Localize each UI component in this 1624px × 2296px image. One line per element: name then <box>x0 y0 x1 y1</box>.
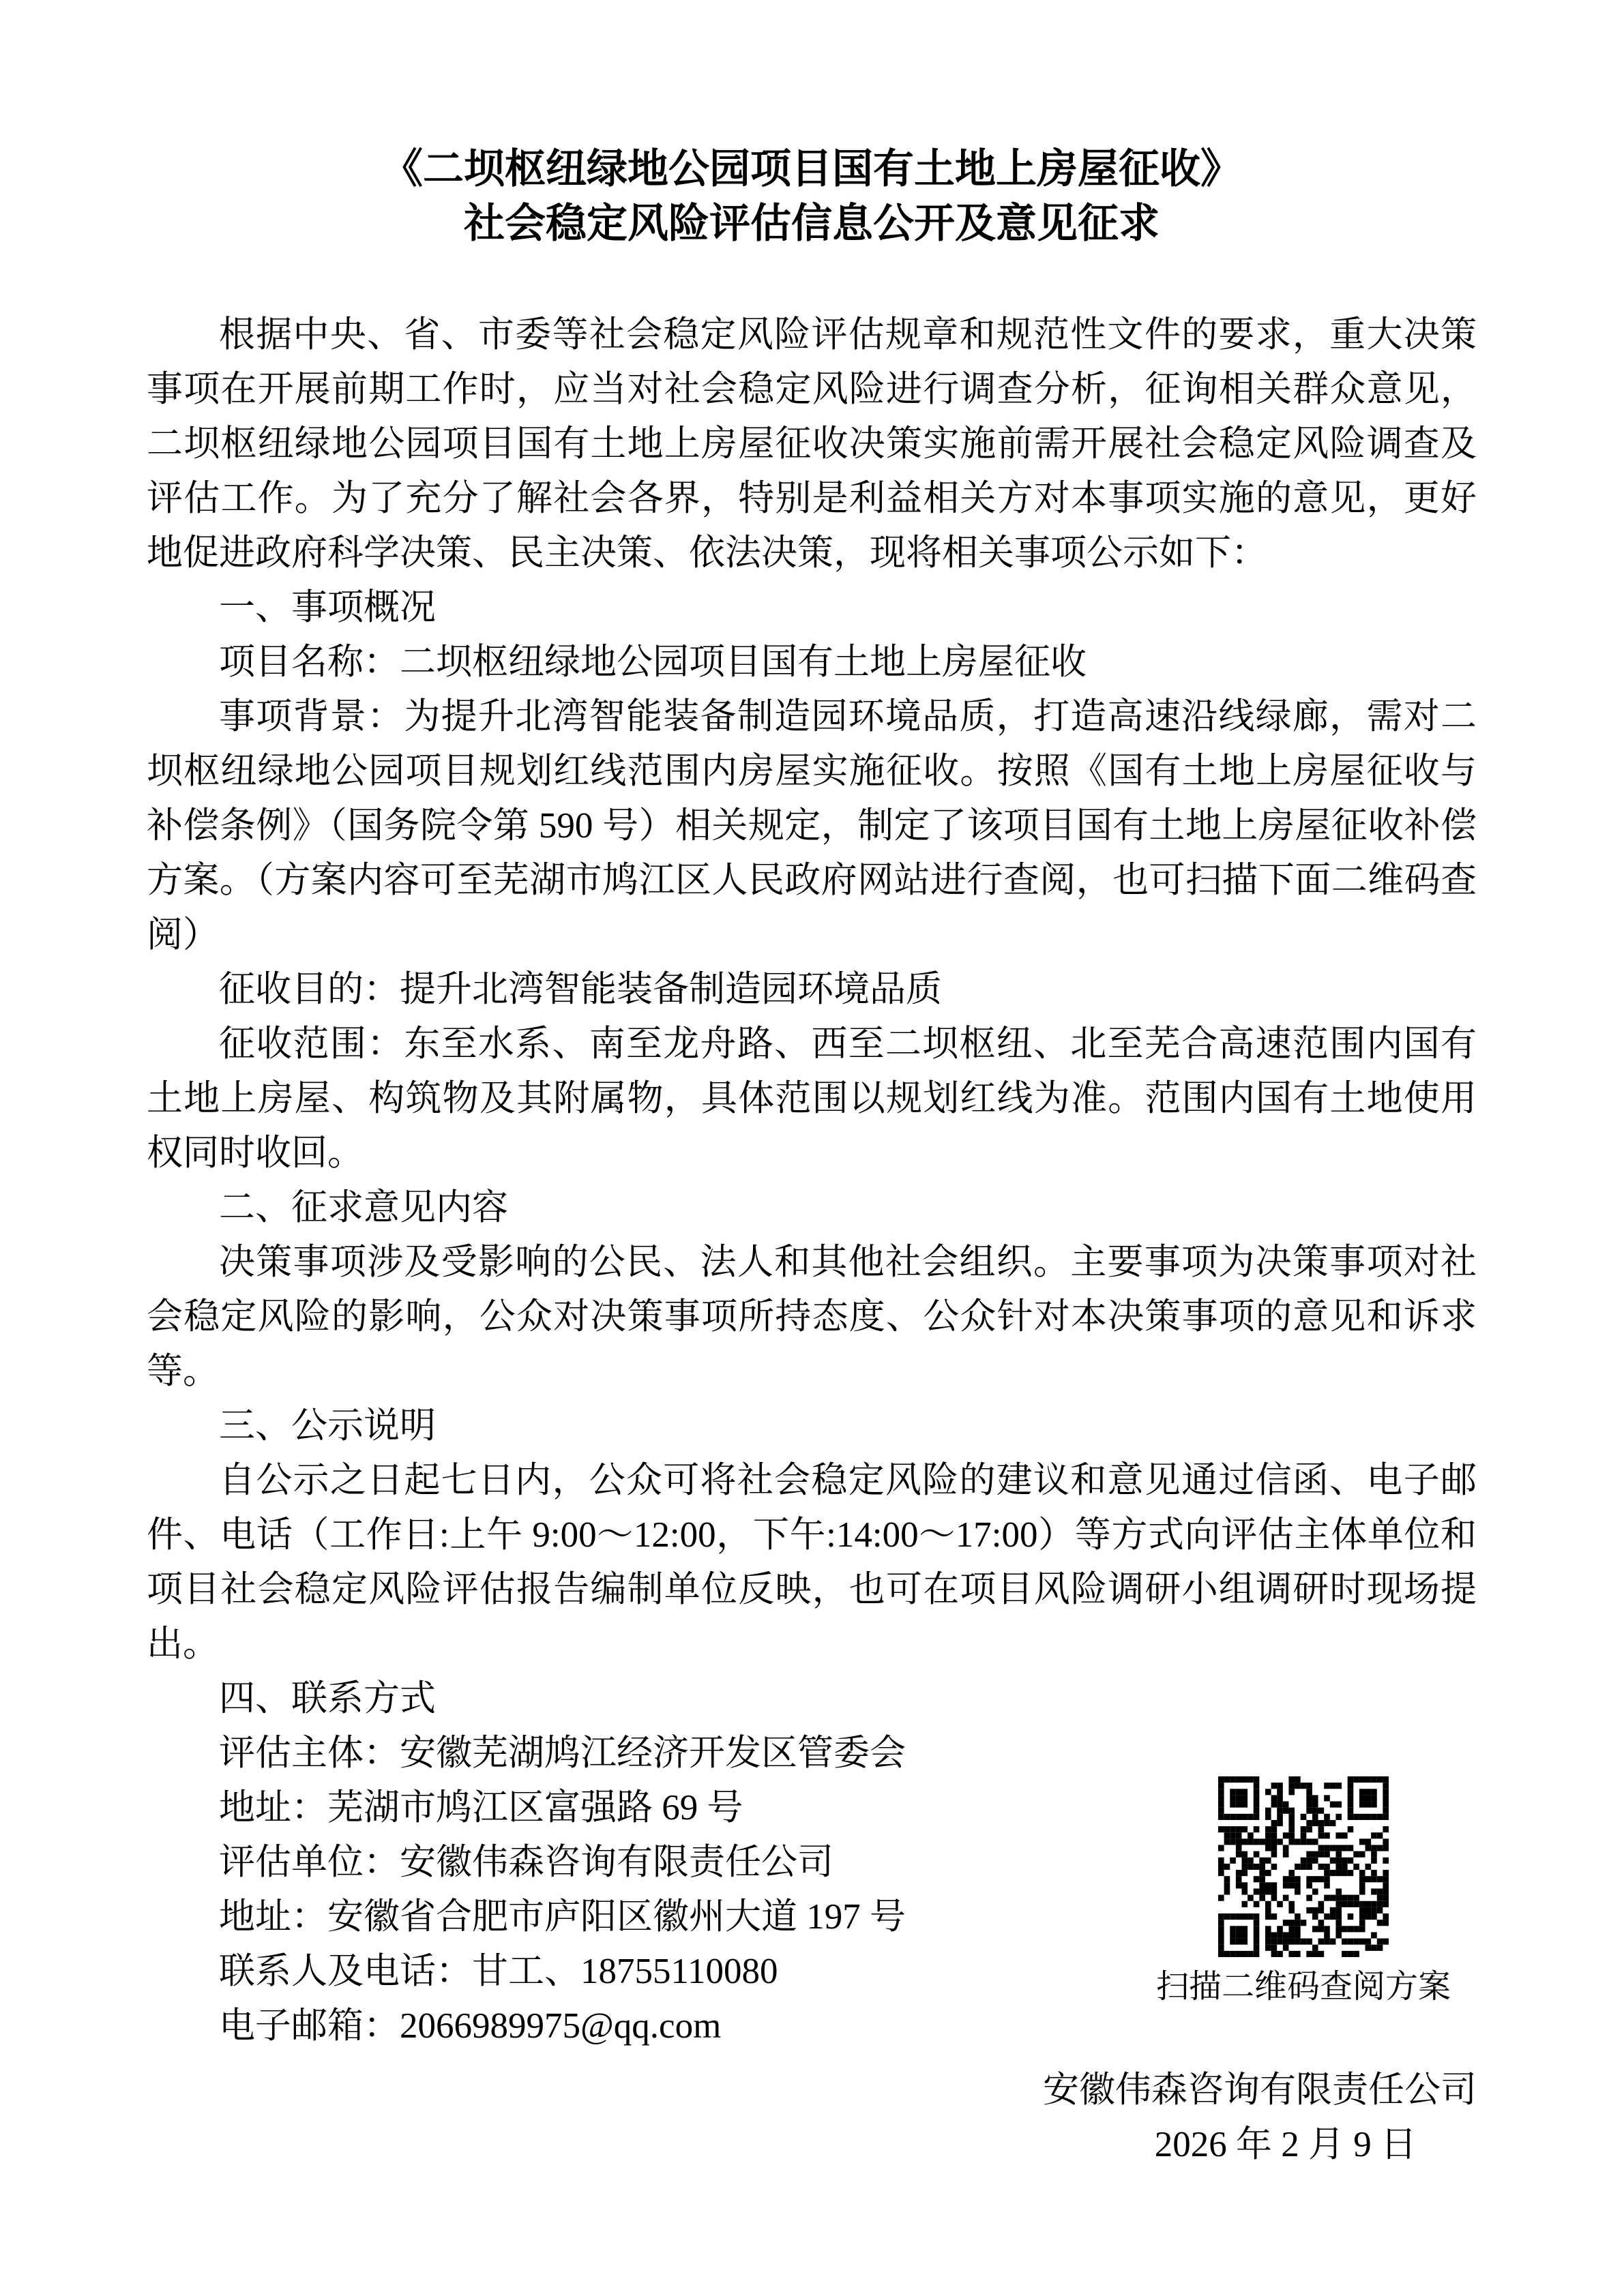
section3-heading: 三、公示说明 <box>219 1406 436 1446</box>
signature-date: 2026 年 2 月 9 日 <box>1154 2125 1417 2164</box>
title-line-2: 社会稳定风险评估信息公开及意见征求 <box>464 201 1160 246</box>
subject-address-line: 地址：芜湖市鸠江区富强路 69 号 <box>219 1788 743 1828</box>
project-name-paragraph: 项目名称：二坝枢纽绿地公园项目国有土地上房屋征收 <box>219 642 1087 682</box>
qr-caption: 扫描二维码查阅方案 <box>1155 1969 1451 2005</box>
assessment-unit-line: 评估单位：安徽伟森咨询有限责任公司 <box>219 1843 833 1882</box>
contact-section <box>147 1671 1477 2053</box>
section3-body: 自公示之日起七日内，公众可将社会稳定风险的建议和意见通过信函、电子邮件、电话（工作日:上午 9:00～12:00，下午:14:00～17:00）等方式向评估主体单位和项目社会稳定风险评估报告编制单位反映，也可在项目风险调研小组调研时现场提出。 <box>147 1461 1477 1664</box>
signature-company: 安徽伟森咨询有限责任公司 <box>1043 2070 1477 2110</box>
qr-block <box>1153 1776 1453 2008</box>
purpose-paragraph: 征收目的：提升北湾智能装备制造园环境品质 <box>219 970 942 1009</box>
scope-paragraph: 征收范围：东至水系、南至龙舟路、西至二坝枢纽、北至芜合高速范围内国有土地上房屋、构筑物及其附属物，具体范围以规划红线为准。范围内国有土地使用权同时收回。 <box>147 1024 1477 1173</box>
intro-paragraph: 根据中央、省、市委等社会稳定风险评估规章和规范性文件的要求，重大决策事项在开展前期工作时，应当对社会稳定风险进行调查分析，征询相关群众意见，二坝枢纽绿地公园项目国有土地上房屋征收决策实施前需开展社会稳定风险调查及评估工作。为了充分了解社会各界，特别是利益相关方对本事项实施的意见，更好地促进政府科学决策、民主决策、依法决策，现将相关事项公示如下： <box>147 315 1477 573</box>
section1-heading: 一、事项概况 <box>219 588 436 627</box>
document-title <box>147 142 1477 251</box>
section4-heading: 四、联系方式 <box>219 1679 436 1718</box>
title-line-1: 《二坝枢纽绿地公园项目国有土地上房屋征收》 <box>382 147 1241 192</box>
qr-code-image <box>1218 1776 1389 1957</box>
assessment-subject-line: 评估主体：安徽芜湖鸠江经济开发区管委会 <box>219 1733 906 1773</box>
email-line: 电子邮箱：2066989975@qq.com <box>219 2006 722 2046</box>
section2-body: 决策事项涉及受影响的公民、法人和其他社会组织。主要事项为决策事项对社会稳定风险的影响，公众对决策事项所持态度、公众针对本决策事项的意见和诉求等。 <box>147 1242 1477 1391</box>
signature-block <box>147 2063 1477 2172</box>
unit-address-line: 地址：安徽省合肥市庐阳区徽州大道 197 号 <box>219 1897 906 1937</box>
background-paragraph: 事项背景：为提升北湾智能装备制造园环境品质，打造高速沿线绿廊，需对二坝枢纽绿地公园项目规划红线范围内房屋实施征收。按照《国有土地上房屋征收与补偿条例》（国务院令第 590 号）相关规定，制定了该项目国有土地上房屋征收补偿方案。（方案内容可至芜湖市鸠江区人民政府网站进行查阅，也可扫描下面二维码查阅） <box>147 697 1477 955</box>
section2-heading: 二、征求意见内容 <box>219 1188 508 1227</box>
contact-phone-line: 联系人及电话：甘工、18755110080 <box>219 1952 778 1991</box>
